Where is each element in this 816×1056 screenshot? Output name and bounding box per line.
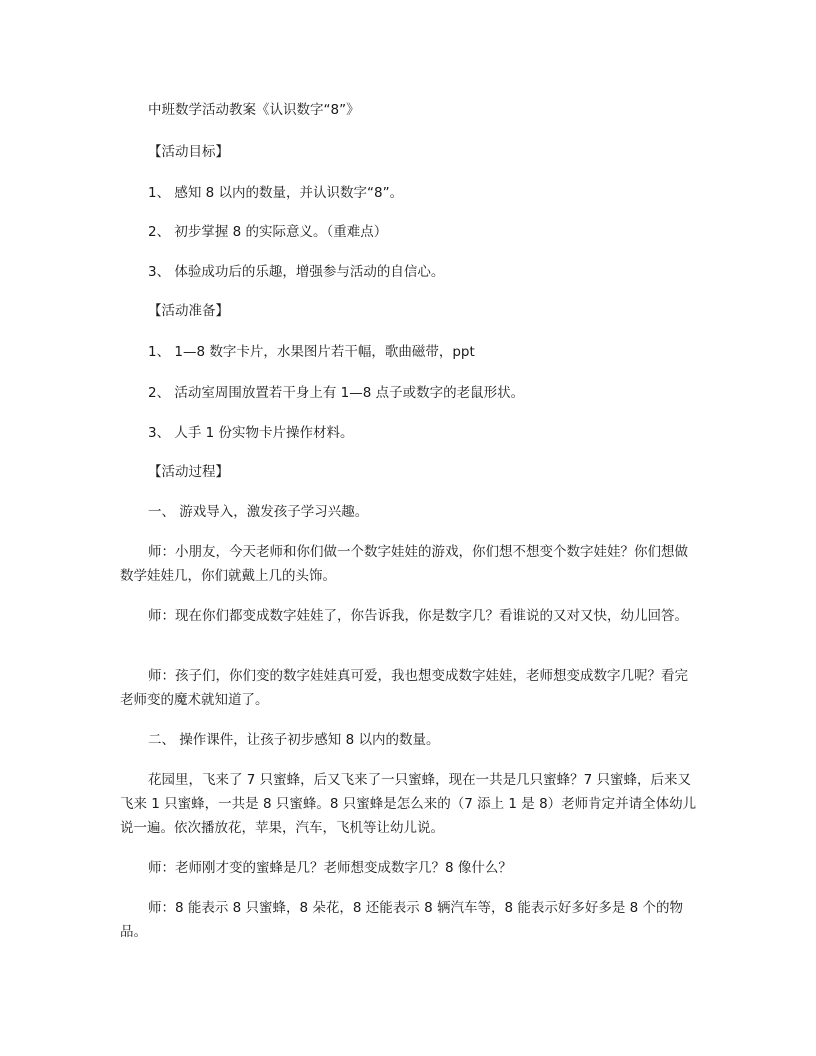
preparation-item-2: 2、 活动室周围放置若干身上有 1—8 点子或数字的老鼠形状。	[148, 385, 525, 401]
section-heading-preparation: 【活动准备】	[148, 303, 229, 319]
section-heading-process: 【活动过程】	[148, 464, 229, 480]
goal-item-2: 2、 初步掌握 8 的实际意义。（重难点）	[148, 224, 388, 240]
goal-item-1: 1、 感知 8 以内的数量，并认识数字“8”。	[148, 185, 404, 201]
paragraph-teacher-magic: 师：孩子们，你们变的数字娃娃真可爱，我也想变成数字娃娃，老师想变成数字几呢？看完老师变的魔术就知道了。	[120, 668, 688, 708]
preparation-item-3: 3、 人手 1 份实物卡片操作材料。	[148, 425, 354, 441]
preparation-item-1: 1、 1—8 数字卡片，水果图片若干幅，歌曲磁带，ppt	[148, 344, 475, 360]
document-title: 中班数学活动教案《认识数字“8”》	[148, 102, 360, 118]
goal-item-3: 3、 体验成功后的乐趣，增强参与活动的自信心。	[148, 264, 445, 280]
paragraph-teacher-ask: 师：现在你们都变成数字娃娃了，你告诉我，你是数字几？看谁说的又对又快，幼儿回答。	[148, 608, 688, 624]
process-step-2-heading: 二、 操作课件，让孩子初步感知 8 以内的数量。	[148, 732, 440, 748]
section-heading-goals: 【活动目标】	[148, 144, 229, 160]
paragraph-bees: 花园里，飞来了 7 只蜜蜂，后又飞来了一只蜜蜂，现在一共是几只蜜蜂？7 只蜜蜂，后来又飞来 1 只蜜蜂，一共是 8 只蜜蜂。8 只蜜蜂是怎么来的（7 添上 1 是 8）老师肯定并请全体幼儿说一遍。依次播放花，苹果，汽车，飞机等让幼儿说。	[120, 772, 697, 836]
process-step-1-heading: 一、 游戏导入，激发孩子学习兴趣。	[148, 504, 369, 520]
paragraph-teacher-question: 师：老师刚才变的蜜蜂是几？老师想变成数字几？8 像什么？	[148, 860, 512, 876]
paragraph-teacher-intro: 师：小朋友，今天老师和你们做一个数字娃娃的游戏，你们想不想变个数字娃娃？你们想做数学娃娃几，你们就戴上几的头饰。	[120, 544, 688, 584]
paragraph-teacher-meaning: 师：8 能表示 8 只蜜蜂，8 朵花，8 还能表示 8 辆汽车等，8 能表示好多好多是 8 个的物品。	[120, 900, 684, 940]
